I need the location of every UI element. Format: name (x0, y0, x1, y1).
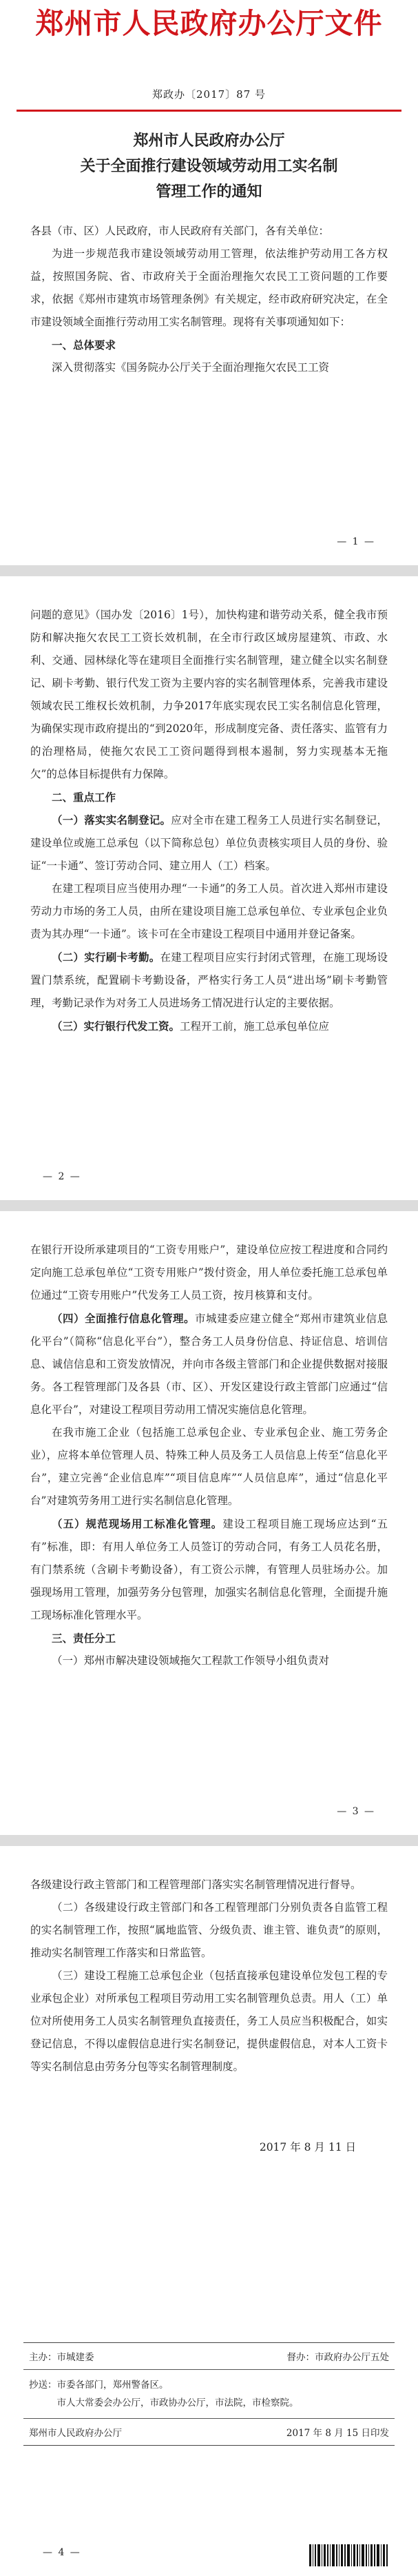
organizer-label: 主办：市城建委 (29, 2352, 94, 2363)
paragraph: 在我市施工企业（包括施工总承包企业、专业承包企业、施工劳务企业），应将本单位管理人员、特殊工种人员及务工人员信息上传至“信息化平台”，建立完善“企业信息库”“项目信息库”“人员信息库”，通过“信息化平台”对建筑劳务用工进行实名制信息化管理。 (30, 1426, 388, 1507)
title-line-2: 关于全面推行建设领域劳动用工实名制 (80, 157, 338, 175)
page-4 (0, 1846, 418, 2576)
paragraph: 各级建设行政主管部门和工程管理部门落实实名制管理情况进行督导。 (30, 1878, 362, 1891)
document-number: 郑政办〔2017〕87 号 (151, 88, 267, 101)
salutation: 各县（市、区）人民政府，市人民政府有关部门，各有关单位： (30, 225, 330, 237)
section-heading: 二、重点工作 (52, 791, 116, 804)
paragraph: 问题的意见》（国办发〔2016〕1号），加快构建和谐劳动关系，健全我市预防和解决拖欠农民工工资长效机制，在全市行政区域房屋建筑、市政、水利、交通、园林绿化等在建项目全面推行实名制管理，建立健全以实名制登记、刷卡考勤、银行代发工资为主要内容的实名制管理体系，完善我市建设领域农民工维权长效机制，力争2017年底实现农民工实名制信息化管理，为确保实现市政府提出的“到2020年，形成制度完备、责任落实、监管有力的治理格局，使拖欠农民工工资问题得到根本遏制，努力实现基本无拖欠”的总体目标提供有力保障。 (30, 609, 388, 780)
issuer: 郑州市人民政府办公厅 (29, 2428, 122, 2439)
document-header-title: 郑州市人民政府办公厅文件 (35, 7, 383, 40)
paragraph: （三）实行银行代发工资。工程开工前，施工总承包单位应 (52, 1020, 330, 1033)
organizer-row (23, 2343, 395, 2369)
page-2 (0, 576, 418, 1200)
paragraph: （三）建设工程施工总承包企业（包括直接承包建设单位发包工程的专业承包企业）对所承包工程项目劳动用工实名制管理负总责。用人（工）单位对所使用务工人员实名制管理负直接责任，务工人员应当积极配合，如实登记信息，不得以虚假信息进行实名制登记，提供虚假信息，对本人工资卡等实名制信息由劳务分包等实名制管理制度。 (30, 1969, 388, 2073)
page-number: — 3 — (337, 1806, 375, 1817)
page-number: — 4 — (43, 2547, 81, 2558)
subsection-heading: （三）实行银行代发工资。 (52, 1020, 180, 1033)
paragraph: （二）实行刷卡考勤。在建工程项目应实行封闭式管理，在施工现场设置门禁系统，配置刷卡考勤设备，严格实行务工人员“进出场”刷卡考勤管理，考勤记录作为对务工人员进场务工情况进行认定的主要依据。 (30, 951, 388, 1009)
title-line-1: 郑州市人民政府办公厅 (133, 132, 285, 150)
paragraph: 在建工程项目应当使用办理“一卡通”的务工人员。首次进入郑州市建设劳动力市场的务工人员，由所在建设项目施工总承包单位、专业承包企业负责为其办理“一卡通”。该卡可在全市建设工程项目中通用并登记备案。 (30, 882, 388, 940)
document-date: 2017 年 8 月 11 日 (259, 2141, 356, 2153)
paragraph: （二）各级建设行政主管部门和各工程管理部门分别负责各自监管工程的实名制管理工作，按照“属地监管、分级负责、谁主管、谁负责”的原则，推动实名制管理工作落实和日常监管。 (30, 1901, 388, 1959)
copy-to: 抄送：市委各部门，郑州警备区。 市人大常委会办公厅，市政协办公厅，市法院，市检察院。 (29, 2380, 299, 2408)
paragraph: （一）落实实名制登记。应对全市在建工程务工人员进行实名制登记，建设单位或施工总承包（以下简称总包）单位负责核实项目人员的身份、验证“一卡通”、签订劳动合同、建立用人（工）档案。 (30, 813, 388, 872)
subsection-heading: （二）实行刷卡考勤。 (52, 951, 160, 964)
page-1 (0, 0, 418, 565)
paragraph: 在银行开设所承建项目的“工资专用账户”，建设单位应按工程进度和合同约定向施工总承包单位“工资专用账户”拨付资金，用人单位委托施工总承包单位通过“工资专用账户”代发务工人员工资，按月核算和支付。 (30, 1244, 388, 1301)
page-3 (0, 1211, 418, 1835)
page-number: — 1 — (337, 536, 375, 547)
paragraph: 为进一步规范我市建设领域劳动用工管理，依法维护劳动用工各方权益，按照国务院、省、市政府关于全面治理拖欠农民工工资问题的工作要求，依据《郑州市建筑市场管理条例》有关规定，经市政府研究决定，在全市建设领域全面推行劳动用工实名制管理。现将有关事项通知如下： (30, 247, 388, 328)
distribution-block (23, 2342, 395, 2446)
section-heading: 一、总体要求 (52, 338, 116, 352)
section-heading: 三、责任分工 (52, 1632, 116, 1645)
barcode-icon (308, 2543, 390, 2568)
paragraph: （四）全面推行信息化管理。市城建委应建立健全“郑州市建筑业信息化平台”（简称“信息化平台”），整合务工人员身份信息、持证信息、培训信息、诚信信息和工资发放情况，并向市各级主管部门和企业提供数据对接服务。各工程管理部门及各县（市、区）、开发区建设行政主管部门应通过“信息化平台”，对建设工程项目劳动用工情况实施信息化管理。 (30, 1312, 388, 1416)
red-divider (17, 110, 401, 112)
document-title (30, 128, 388, 205)
subsection-heading: （一）落实实名制登记。 (52, 813, 171, 826)
subsection-heading: （四）全面推行信息化管理。 (52, 1312, 196, 1325)
supervisor-label: 督办：市政府办公厅五处 (286, 2352, 389, 2363)
title-line-3: 管理工作的通知 (156, 183, 262, 201)
paragraph: （五）规范现场用工标准化管理。建设工程项目施工现场应达到“五有”标准，即：有用人单位务工人员签订的劳动合同，有务工人员花名册，有门禁系统（含刷卡考勤设备），有工资公示牌，有管理人员驻场办公。加强现场用工管理，加强劳务分包管理，加强实名制信息化管理，全面提升施工现场标准化管理水平。 (30, 1517, 388, 1621)
page-number: — 2 — (43, 1171, 81, 1182)
subsection-heading: （五）规范现场用工标准化管理。 (52, 1517, 223, 1530)
issue-date: 2017 年 8 月 15 日印发 (286, 2428, 389, 2439)
paragraph: （一）郑州市解决建设领域拖欠工程款工作领导小组负责对 (52, 1654, 330, 1667)
issuer-row (23, 2419, 395, 2445)
paragraph: 深入贯彻落实《国务院办公厅关于全面治理拖欠农民工工资 (52, 361, 330, 374)
